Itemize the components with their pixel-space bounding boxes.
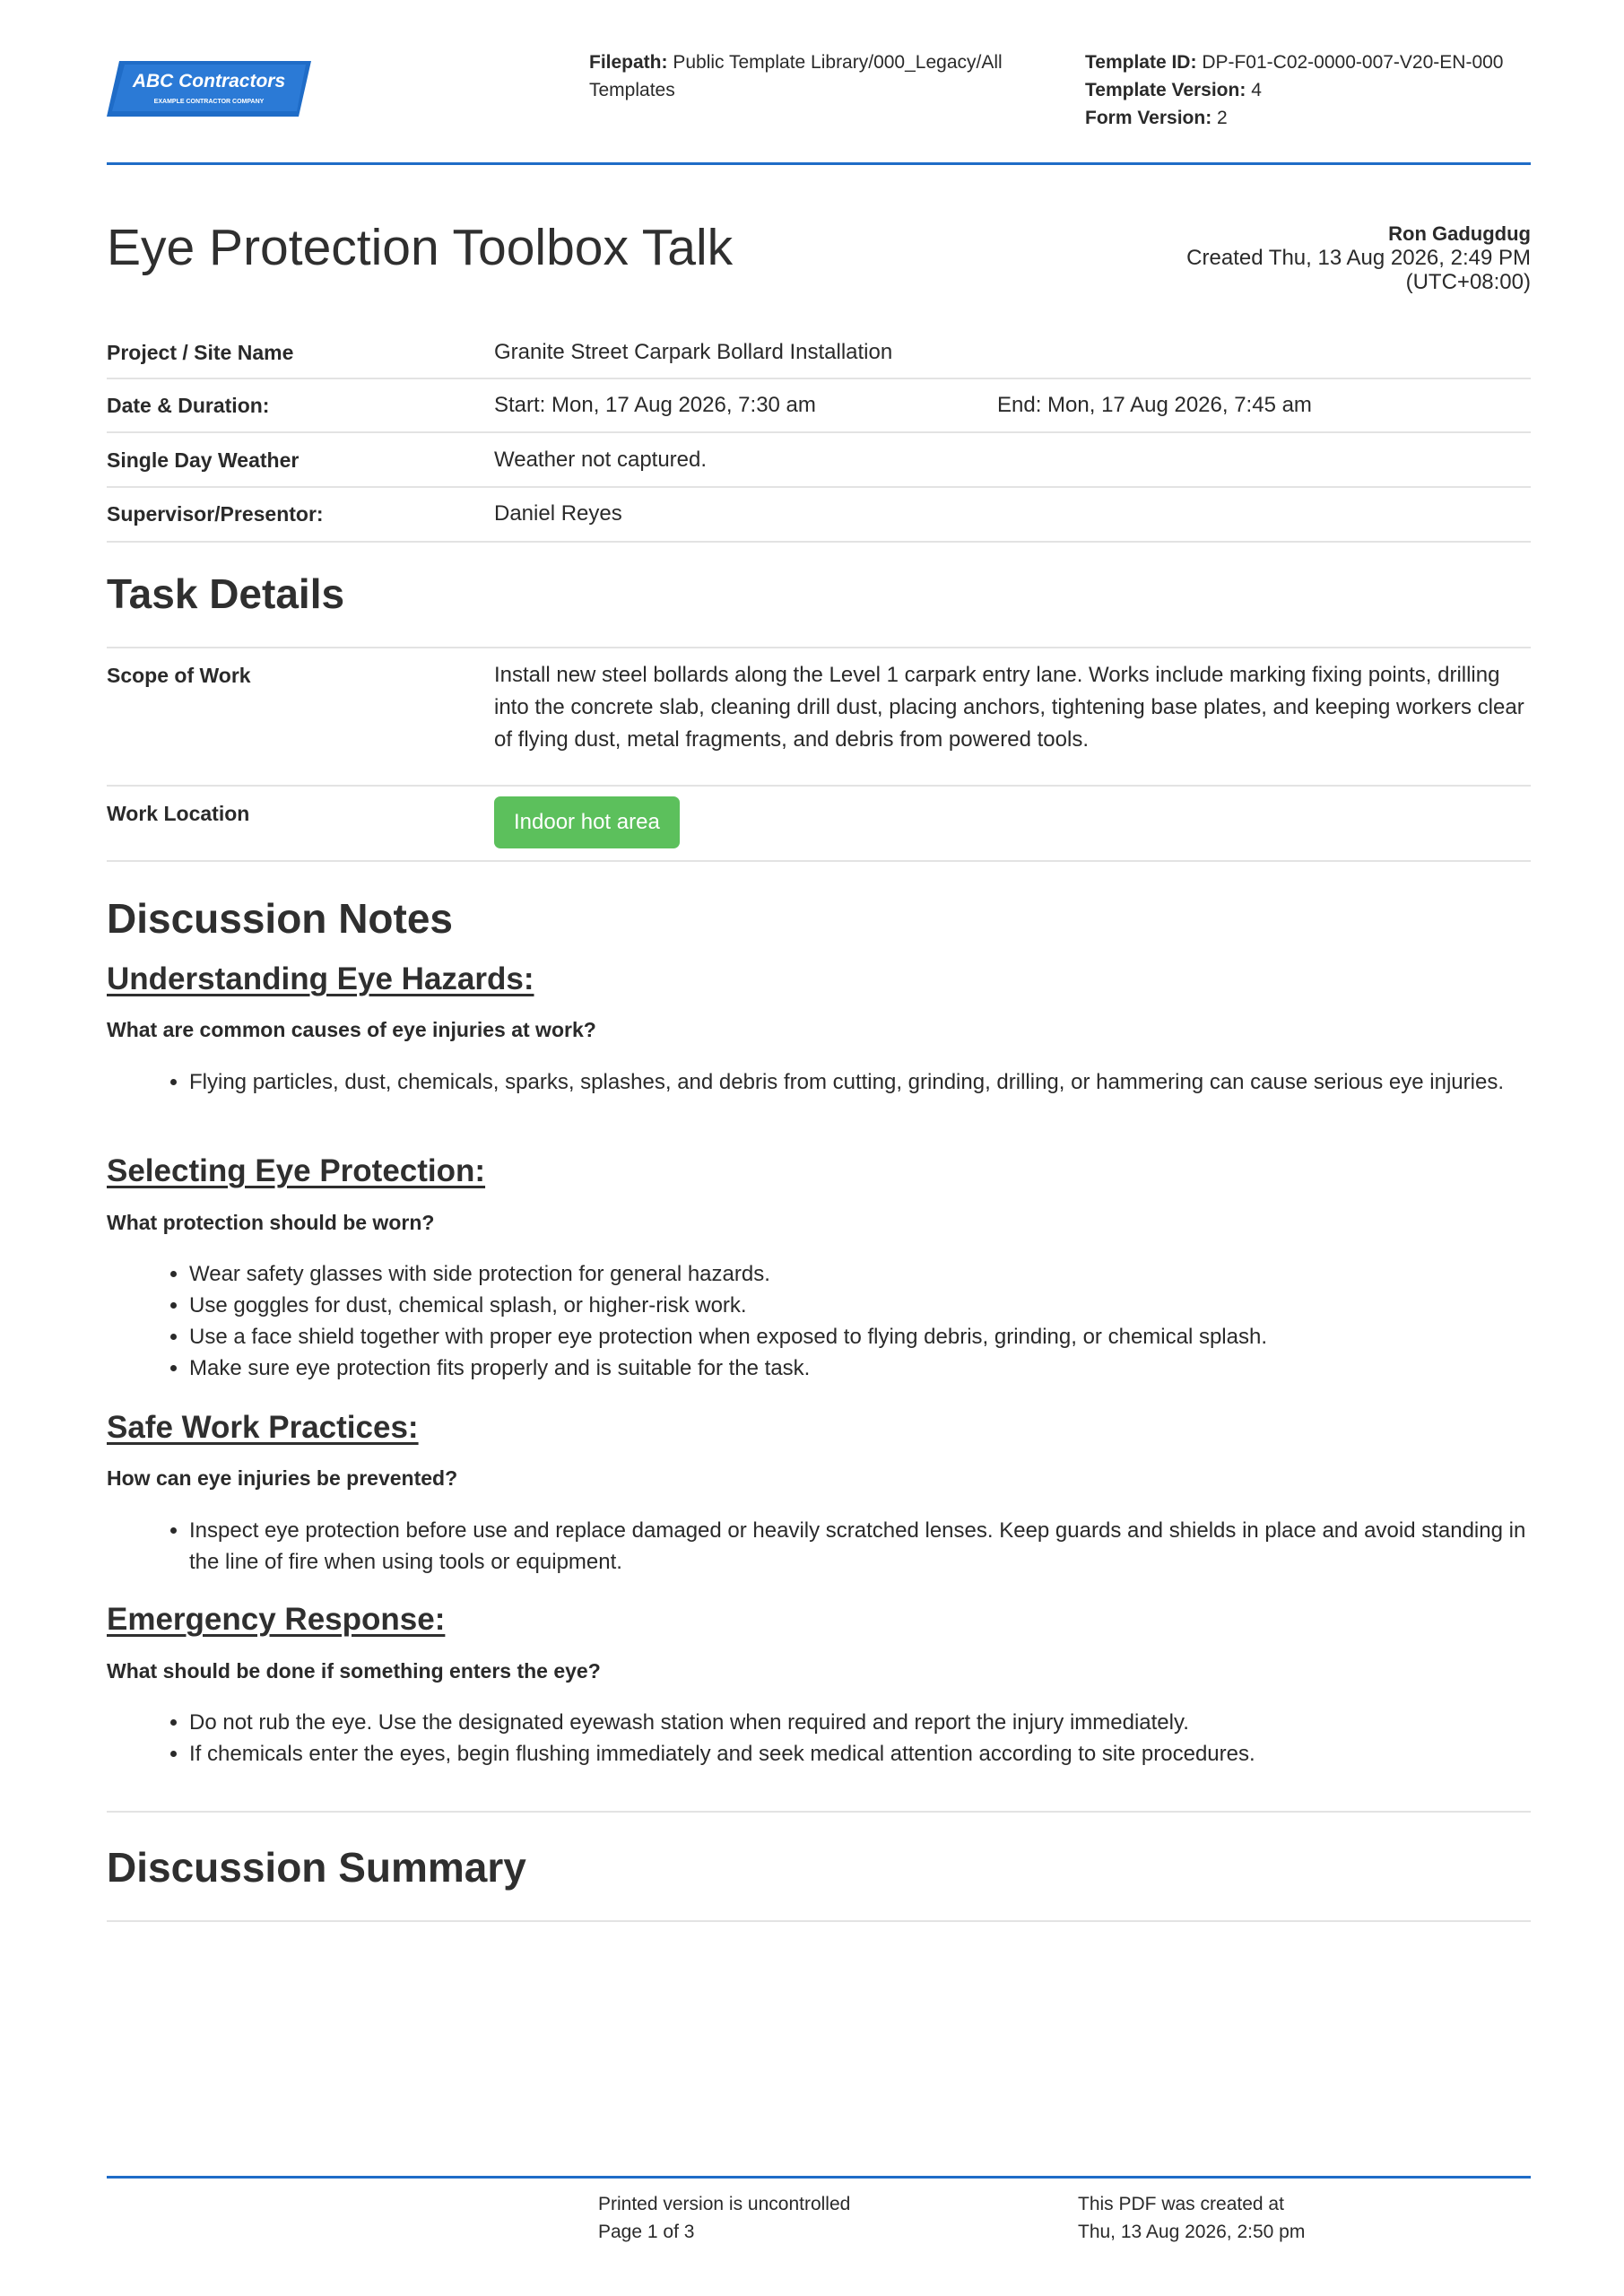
filepath-block: [589, 48, 1055, 104]
template-version-label: Template Version:: [1085, 80, 1246, 100]
footer-divider: [107, 2176, 1531, 2179]
task-fields: [107, 648, 1531, 862]
field-value: Daniel Reyes: [494, 501, 622, 526]
form-version-value: 2: [1217, 108, 1228, 128]
field-value: Granite Street Carpark Bollard Installation: [494, 340, 893, 364]
field-label: Project / Site Name: [107, 341, 294, 364]
list-item: • If chemicals enter the eyes, begin flushing immediately and seek medical attention according to site procedures.: [189, 1738, 1552, 1770]
page-number: Page 1 of 3: [598, 2222, 695, 2242]
pdf-created-label: This PDF was created at: [1078, 2194, 1284, 2214]
footer-right: [1078, 2190, 1305, 2246]
list-item: • Do not rub the eye. Use the designated eyewash station when required and report the injury immediately.: [189, 1707, 1552, 1738]
uncontrolled-note: Printed version is uncontrolled: [598, 2194, 851, 2214]
discussion-notes-heading: Discussion Notes: [107, 895, 453, 942]
section-title: Selecting Eye Protection:: [107, 1153, 486, 1188]
divider: [107, 1920, 1531, 1922]
field-row: [107, 327, 1531, 379]
field-label: Supervisor/Presentor:: [107, 502, 324, 526]
list-item: • Use goggles for dust, chemical splash, or higher-risk work.: [189, 1290, 1552, 1321]
task-details-heading: Task Details: [107, 570, 345, 617]
list-item: • Inspect eye protection before use and replace damaged or heavily scratched lenses. Keep guards and shields in place and avoid standing in the line of fire when using tools or equipment.: [189, 1515, 1552, 1578]
template-version-value: 4: [1251, 80, 1262, 100]
template-id-value: DP-F01-C02-0000-007-V20-EN-000: [1202, 52, 1504, 73]
field-label: Date & Duration:: [107, 394, 270, 417]
created-timezone: (UTC+08:00): [1405, 270, 1531, 294]
pdf-created-value: Thu, 13 Aug 2026, 2:50 pm: [1078, 2222, 1306, 2242]
author-block: [1186, 222, 1531, 294]
bullet-list: [107, 1707, 1552, 1770]
created-date: Created Thu, 13 Aug 2026, 2:49 PM: [1186, 246, 1531, 270]
location-badge: Indoor hot area: [494, 796, 680, 848]
list-item: • Wear safety glasses with side protection for general hazards.: [189, 1258, 1552, 1290]
bullet-list: [107, 1258, 1552, 1384]
logo-name: ABC Contractors: [132, 71, 286, 91]
section-question: What should be done if something enters the eye?: [107, 1659, 601, 1683]
list-item: • Use a face shield together with proper eye protection when exposed to flying debris, grinding, or chemical splash.: [189, 1321, 1552, 1352]
field-label: Single Day Weather: [107, 448, 300, 472]
start-date: Start: Mon, 17 Aug 2026, 7:30 am: [494, 393, 816, 417]
scope-label: Scope of Work: [107, 664, 251, 687]
page-title: Eye Protection Toolbox Talk: [107, 219, 734, 276]
logo-tagline: EXAMPLE CONTRACTOR COMPANY: [153, 99, 265, 105]
bullet-list: [107, 1515, 1552, 1578]
location-label: Work Location: [107, 802, 250, 825]
field-row: [107, 787, 1531, 862]
field-row: [107, 648, 1531, 787]
field-row: [107, 379, 1531, 433]
template-meta: [1085, 48, 1569, 132]
list-item: • Flying particles, dust, chemicals, sparks, splashes, and debris from cutting, grinding, drilling, or hammering can cause serious eye injuries.: [189, 1066, 1552, 1098]
section-title: Emergency Response:: [107, 1602, 446, 1637]
template-id-label: Template ID:: [1085, 52, 1197, 73]
discussion-summary-heading: Discussion Summary: [107, 1844, 526, 1891]
form-version-label: Form Version:: [1085, 108, 1212, 128]
end-date: End: Mon, 17 Aug 2026, 7:45 am: [997, 393, 1312, 417]
section-title: Safe Work Practices:: [107, 1410, 419, 1445]
footer-center: [598, 2190, 850, 2246]
field-row: [107, 433, 1531, 488]
author-name: Ron Gadugdug: [1388, 222, 1531, 245]
divider: [107, 1811, 1531, 1813]
section-title: Understanding Eye Hazards:: [107, 961, 534, 996]
header-divider: [107, 162, 1531, 165]
field-row: [107, 488, 1531, 543]
list-item: • Make sure eye protection fits properly and is suitable for the task.: [189, 1352, 1552, 1384]
section-question: What are common causes of eye injuries at work?: [107, 1018, 596, 1041]
field-value: Weather not captured.: [494, 448, 708, 472]
bullet-list: [107, 1066, 1552, 1098]
company-logo: [107, 59, 313, 118]
project-fields: [107, 327, 1531, 543]
section-question: What protection should be worn?: [107, 1211, 435, 1234]
filepath-label: Filepath:: [589, 52, 668, 73]
filepath-value: Public Template Library/000_Legacy/All Templates: [589, 52, 1003, 100]
scope-value: Install new steel bollards along the Level 1 carpark entry lane. Works include marking fixing points, drilling into the concrete slab, cleaning drill dust, placing anchors, tightening base plates, and keeping workers clear of flying dust, metal fragments, and debris from powered tools.: [494, 663, 1524, 752]
section-question: How can eye injuries be prevented?: [107, 1466, 458, 1490]
